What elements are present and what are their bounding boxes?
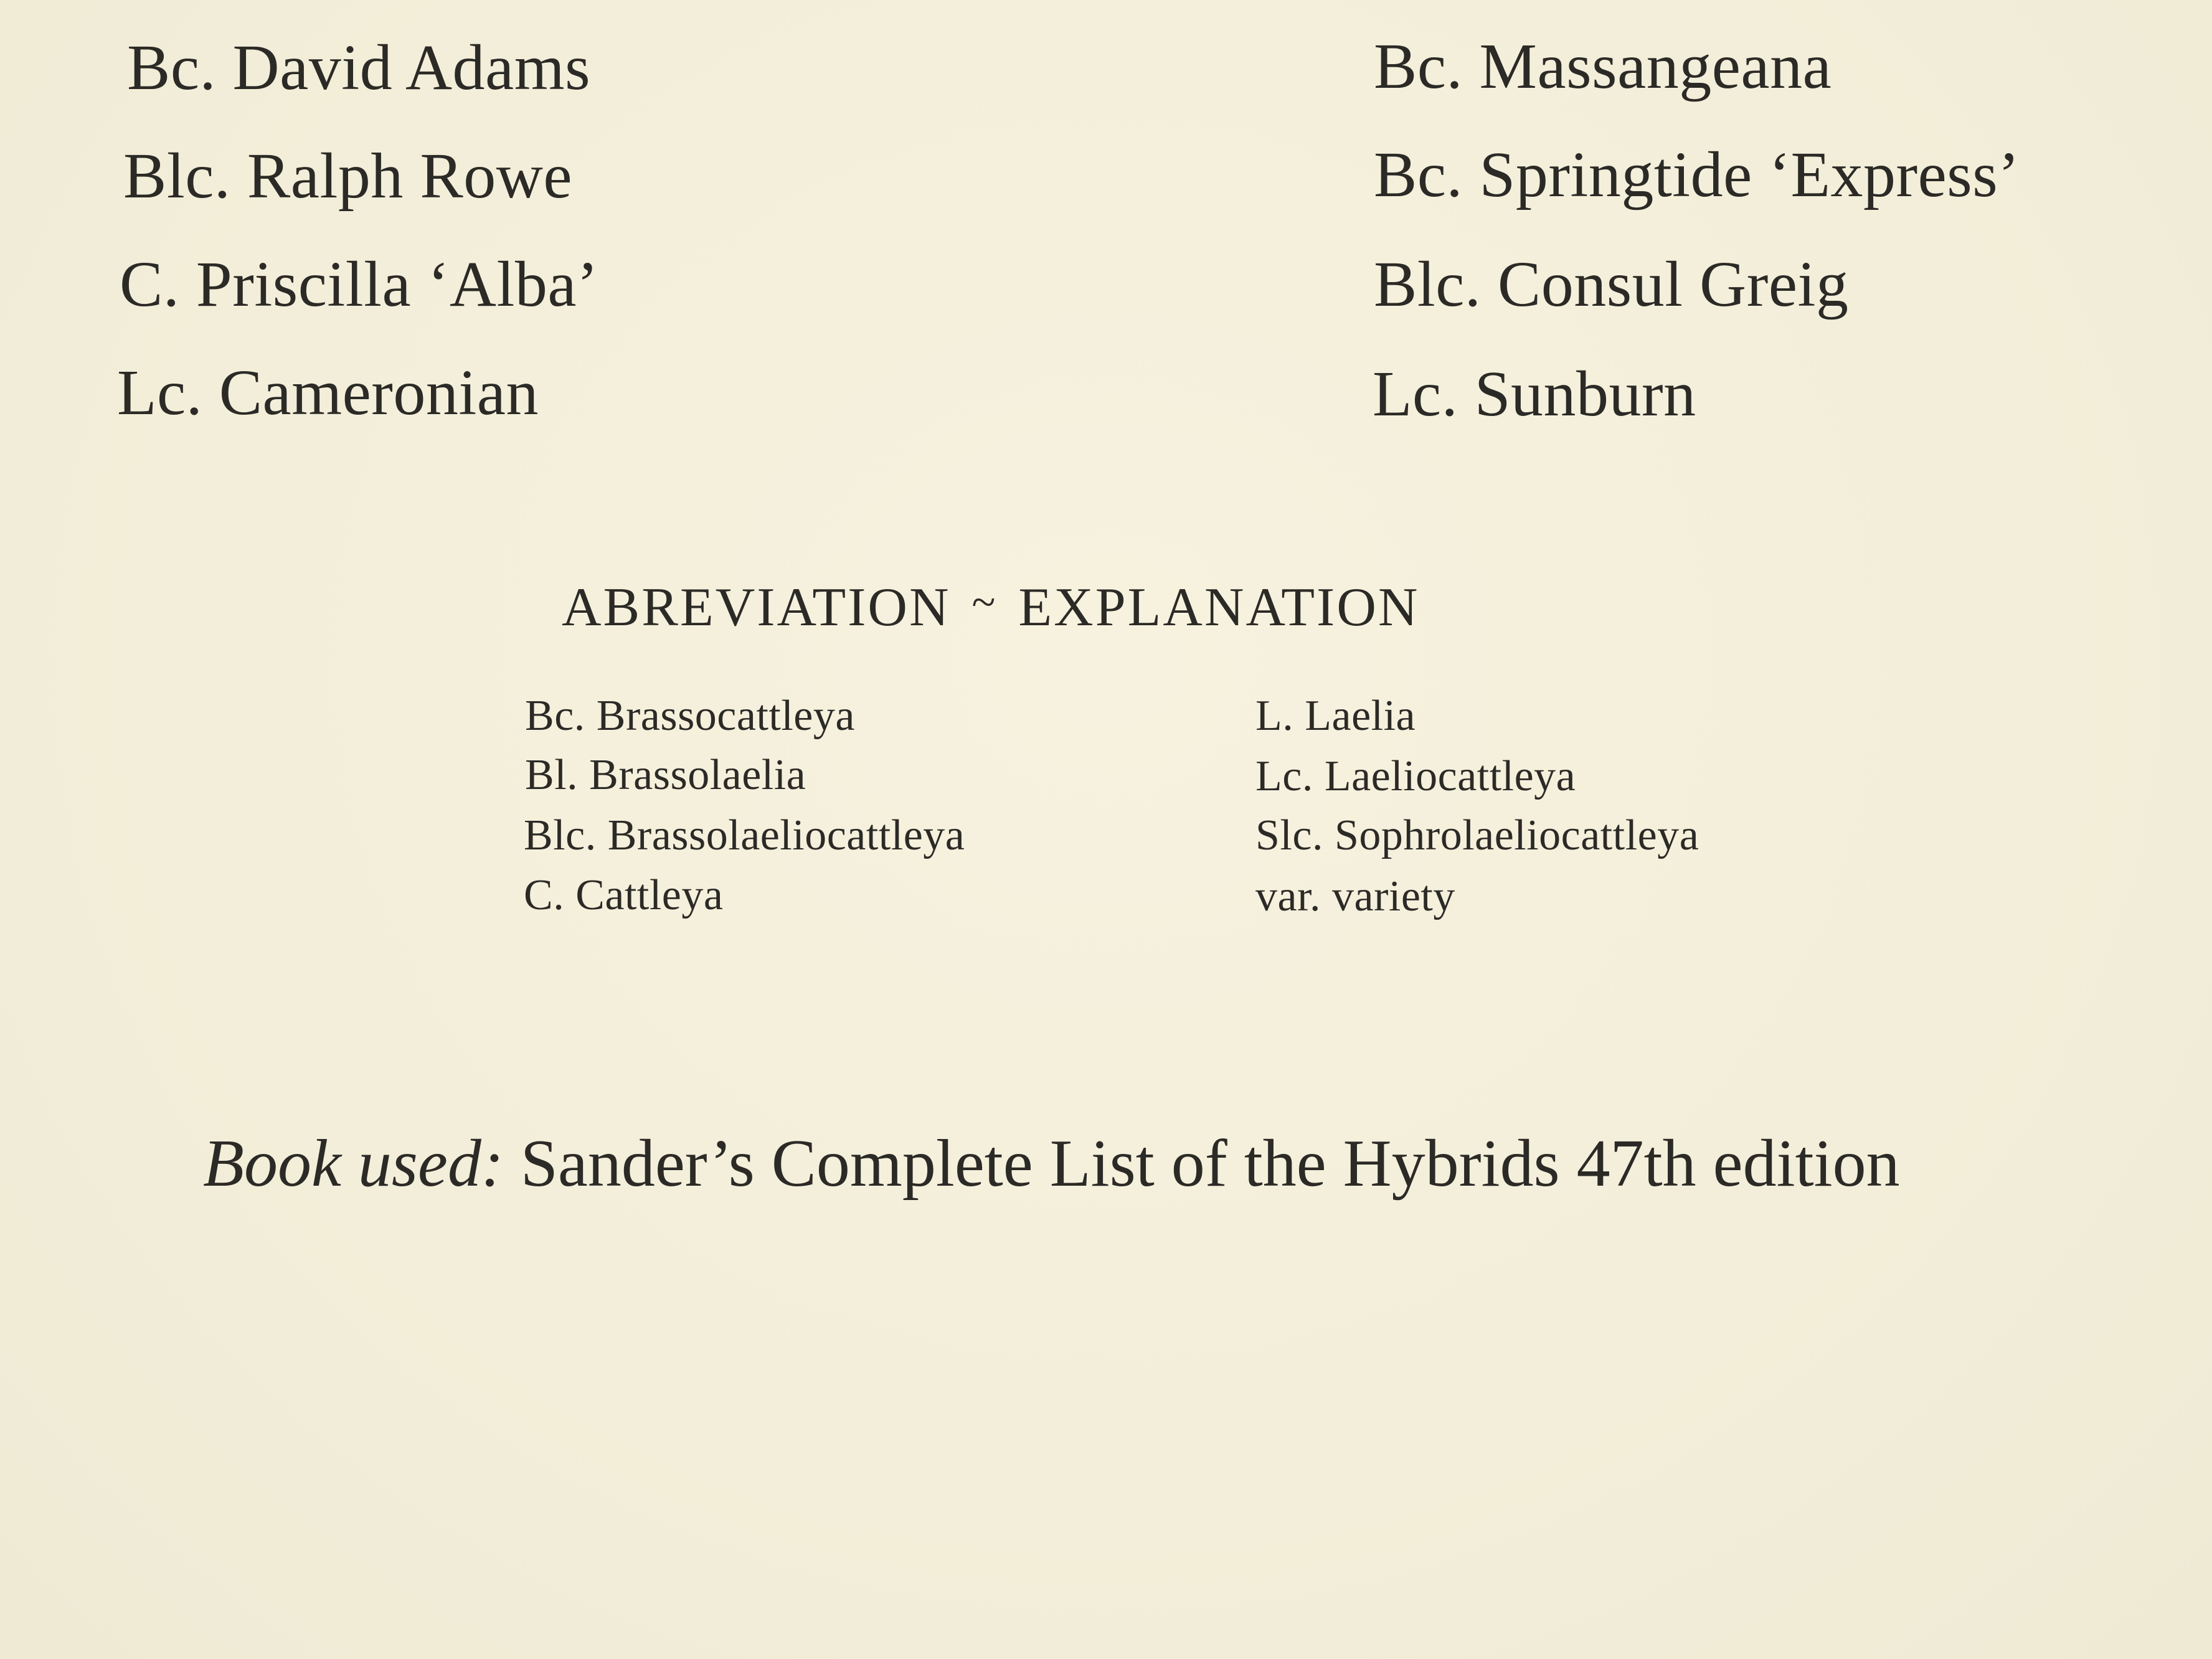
- abbreviation-heading: [562, 577, 1420, 638]
- hybrid-name: Blc. Consul Greig: [1374, 248, 1849, 320]
- hybrid-name: Bc. Springtide ‘Express’: [1374, 139, 2020, 210]
- heading-explanation: EXPLANATION: [1018, 577, 1420, 638]
- abbreviation-entry: Slc. Sophrolaeliocattleya: [1255, 811, 1699, 859]
- source-title: Sander’s Complete List of the Hybrids 47th edition: [520, 1127, 1900, 1201]
- hybrid-name: Bc. Massangeana: [1374, 31, 1832, 102]
- abbreviation-entry: Blc. Brassolaeliocattleya: [524, 811, 965, 859]
- abbreviation-entry: Bl. Brassolaelia: [525, 751, 806, 799]
- hybrid-name: Blc. Ralph Rowe: [123, 140, 572, 212]
- hybrid-name: Bc. David Adams: [127, 32, 591, 103]
- source-label: Book used:: [203, 1127, 504, 1201]
- abbreviation-entry: var. variety: [1255, 872, 1455, 920]
- source-line: [203, 1127, 1900, 1201]
- abbreviation-entry: C. Cattleya: [524, 871, 724, 919]
- abbreviation-entry: Lc. Laeliocattleya: [1255, 752, 1576, 800]
- abbreviation-entry: L. Laelia: [1255, 692, 1416, 740]
- hybrid-name: Lc. Cameronian: [117, 357, 539, 428]
- ornament-icon: ~: [971, 579, 998, 626]
- abbreviation-entry: Bc. Brassocattleya: [525, 692, 855, 740]
- hybrid-name: C. Priscilla ‘Alba’: [120, 248, 599, 320]
- hybrid-name: Lc. Sunburn: [1373, 358, 1696, 430]
- heading-abbreviation: ABREVIATION: [562, 577, 951, 638]
